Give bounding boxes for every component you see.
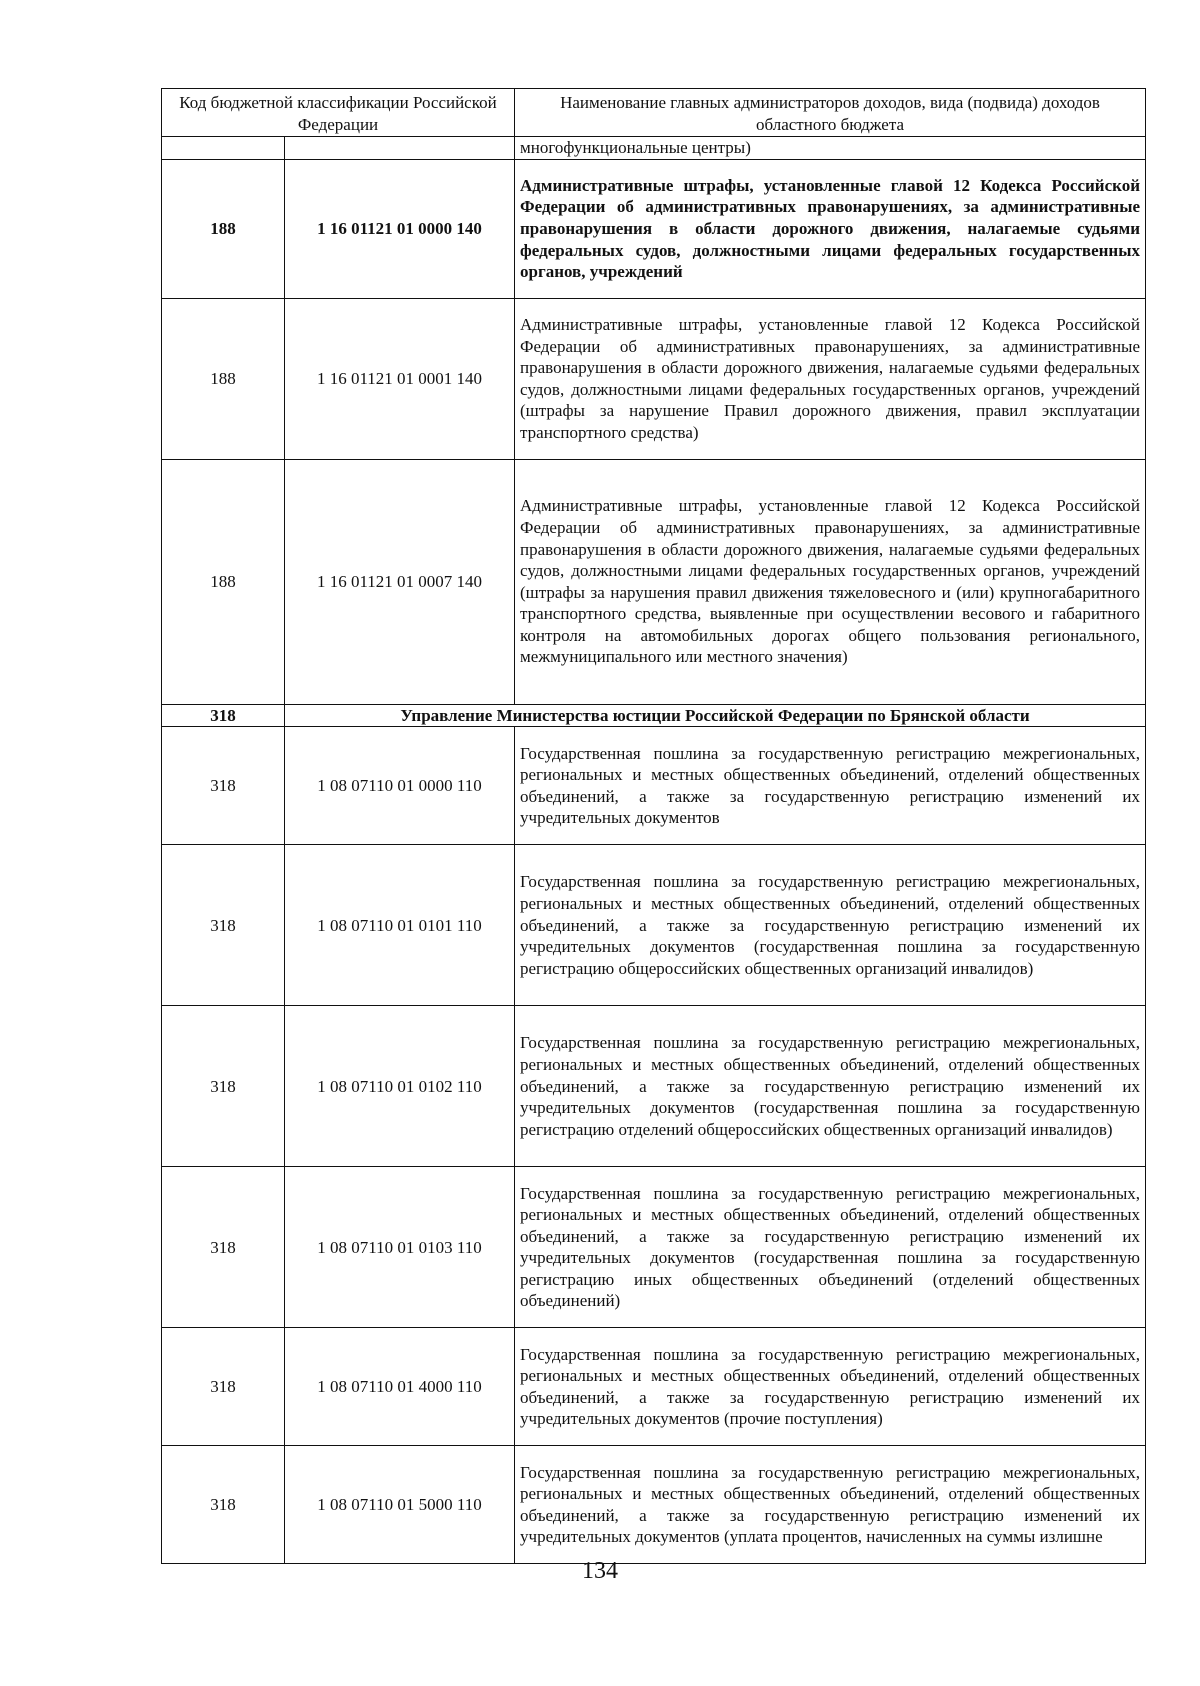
- table-row: [162, 298, 1146, 459]
- admin-code-cell: 318: [162, 1167, 285, 1328]
- header-name-column: Наименование главных администраторов доходов, вида (подвида) доходов областного бюджета: [515, 89, 1146, 137]
- budget-code-cell: 1 08 07110 01 5000 110: [285, 1446, 515, 1564]
- budget-code-cell: 1 08 07110 01 4000 110: [285, 1328, 515, 1446]
- table-row: [162, 1006, 1146, 1167]
- admin-code-cell: 188: [162, 159, 285, 298]
- table-body: [162, 137, 1146, 1564]
- header-code-column: Код бюджетной классификации Российской Федерации: [162, 89, 515, 137]
- revenue-description-cell: Государственная пошлина за государственную регистрацию межрегиональных, региональных и местных общественных объединений, отделений общественных объединений, а также за государственную регистрацию изменений их учредительных документов (государственная пошлина за государственную регистрацию отделений общероссийских общественных организаций инвалидов): [515, 1006, 1146, 1167]
- table-header-row: [162, 89, 1146, 137]
- revenue-description-cell: многофункциональные центры): [515, 137, 1146, 160]
- table-row: [162, 1328, 1146, 1446]
- revenue-description-cell: Государственная пошлина за государственную регистрацию межрегиональных, региональных и местных общественных объединений, отделений общественных объединений, а также за государственную регистрацию изменений их учредительных документов (государственная пошлина за государственную регистрацию иных общественных объединений (отделений общественных объединений): [515, 1167, 1146, 1328]
- admin-code-cell: 318: [162, 704, 285, 727]
- admin-code-cell: 188: [162, 298, 285, 459]
- budget-code-cell: 1 16 01121 01 0001 140: [285, 298, 515, 459]
- table-row: [162, 137, 1146, 160]
- revenue-description-cell: Государственная пошлина за государственную регистрацию межрегиональных, региональных и местных общественных объединений, отделений общественных объединений, а также за государственную регистрацию изменений их учредительных документов (уплата процентов, начисленных на суммы излишне: [515, 1446, 1146, 1564]
- admin-code-cell: 318: [162, 1006, 285, 1167]
- page-number: 134: [582, 1558, 618, 1584]
- admin-code-cell: 318: [162, 1328, 285, 1446]
- budget-code-cell: 1 08 07110 01 0101 110: [285, 845, 515, 1006]
- revenue-description-cell: Административные штрафы, установленные главой 12 Кодекса Российской Федерации об административных правонарушениях, за административные правонарушения в области дорожного движения, налагаемые судьями федеральных судов, должностными лицами федеральных государственных органов, учреждений (штрафы за нарушение Правил дорожного движения, правил эксплуатации транспортного средства): [515, 298, 1146, 459]
- budget-code-cell: 1 08 07110 01 0000 110: [285, 727, 515, 845]
- admin-code-cell: 318: [162, 845, 285, 1006]
- budget-code-cell: [285, 137, 515, 160]
- admin-code-cell: 188: [162, 459, 285, 704]
- revenue-description-cell: Государственная пошлина за государственную регистрацию межрегиональных, региональных и местных общественных объединений, отделений общественных объединений, а также за государственную регистрацию изменений их учредительных документов (прочие поступления): [515, 1328, 1146, 1446]
- revenue-description-cell: Административные штрафы, установленные главой 12 Кодекса Российской Федерации об административных правонарушениях, за административные правонарушения в области дорожного движения, налагаемые судьями федеральных судов, должностными лицами федеральных государственных органов, учреждений: [515, 159, 1146, 298]
- table-row: [162, 845, 1146, 1006]
- revenue-description-cell: Государственная пошлина за государственную регистрацию межрегиональных, региональных и местных общественных объединений, отделений общественных объединений, а также за государственную регистрацию изменений их учредительных документов (государственная пошлина за государственную регистрацию общероссийских общественных организаций инвалидов): [515, 845, 1146, 1006]
- revenue-description-cell: Государственная пошлина за государственную регистрацию межрегиональных, региональных и местных общественных объединений, отделений общественных объединений, а также за государственную регистрацию изменений их учредительных документов: [515, 727, 1146, 845]
- budget-code-cell: 1 16 01121 01 0007 140: [285, 459, 515, 704]
- table-row: [162, 1167, 1146, 1328]
- budget-code-cell: 1 08 07110 01 0102 110: [285, 1006, 515, 1167]
- table-row: [162, 727, 1146, 845]
- admin-code-cell: 318: [162, 1446, 285, 1564]
- table-row: [162, 459, 1146, 704]
- budget-code-cell: 1 16 01121 01 0000 140: [285, 159, 515, 298]
- table-row: [162, 159, 1146, 298]
- table-section-row: [162, 704, 1146, 727]
- revenue-description-cell: Административные штрафы, установленные главой 12 Кодекса Российской Федерации об административных правонарушениях, за административные правонарушения в области дорожного движения, налагаемые судьями федеральных судов, должностными лицами федеральных государственных органов, учреждений (штрафы за нарушения правил движения тяжеловесного и (или) крупногабаритного транспортного средства, выявленные при осуществлении весового и габаритного контроля на автомобильных дорогах общего пользования регионального, межмуниципального или местного значения): [515, 459, 1146, 704]
- admin-code-cell: 318: [162, 727, 285, 845]
- budget-code-cell: 1 08 07110 01 0103 110: [285, 1167, 515, 1328]
- admin-code-cell: [162, 137, 285, 160]
- table-row: [162, 1446, 1146, 1564]
- administrator-name-cell: Управление Министерства юстиции Российской Федерации по Брянской области: [285, 704, 1146, 727]
- budget-classification-table: [161, 88, 1146, 1564]
